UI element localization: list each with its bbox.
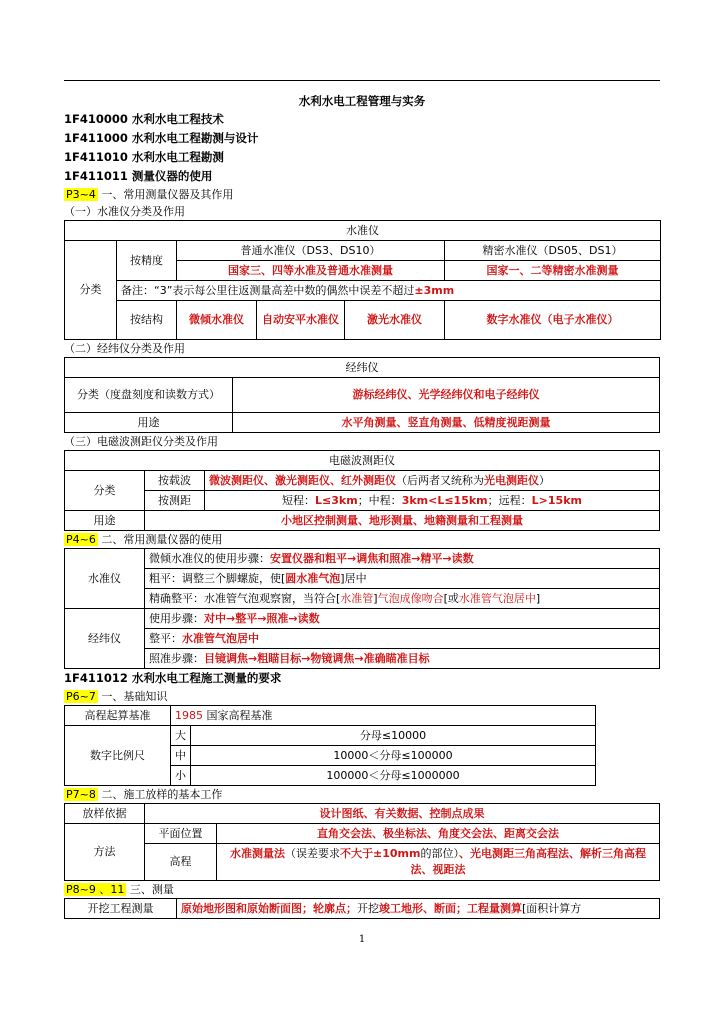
row-label: 用途 [65, 413, 233, 433]
table-cell: 设计图纸、有关数据、控制点成果 [145, 804, 660, 824]
document-title: 水利水电工程管理与实务 [298, 94, 426, 108]
row-label: 高程起算基准 [65, 706, 171, 726]
table-cell: 10000＜分母≤100000 [191, 746, 596, 766]
table-cell: 小地区控制测量、地形测量、地籍测量和工程测量 [145, 511, 660, 531]
row-label: 经纬仪 [65, 609, 145, 669]
table-cell: 精确整平：水准管气泡观察窗，当符合[水准管]气泡成像吻合[或水准管气泡居中] [145, 589, 660, 609]
table-cell: 中 [171, 746, 191, 766]
layout-table [64, 803, 660, 881]
heading-4: 1F411011 测量仪器的使用 [64, 169, 213, 183]
basics-table [64, 705, 596, 786]
table-cell: 短程：L≤3km；中程：3km<L≤15km；远程：L>15km [205, 491, 660, 511]
table-cell: 微倾水准仪 [177, 301, 257, 340]
page-ref: P7~8 [66, 788, 96, 801]
table-cell: 普通水准仪（DS3、DS10） [177, 241, 445, 261]
table-cell: 激光水准仪 [345, 301, 445, 340]
table-cell: 微波测距仪、激光测距仪、红外测距仪（后两者又统称为光电测距仪） [205, 471, 660, 491]
table-cell: 自动安平水准仪 [257, 301, 345, 340]
table-cell: 直角交会法、极坐标法、角度交会法、距离交会法 [217, 824, 660, 844]
page-ref: P6~7 [66, 690, 96, 703]
row-label: 开挖工程测量 [65, 899, 177, 919]
table-cell: 精密水准仪（DS05、DS1） [445, 241, 661, 261]
row-label: 平面位置 [145, 824, 217, 844]
table-header: 经纬仪 [65, 358, 660, 378]
row-label: 按结构 [117, 301, 177, 340]
section-1a-heading: （一）水准仪分类及作用 [64, 205, 185, 218]
page-ref: P8~9 、11 [66, 883, 125, 896]
section-1-heading: P3~4 一、常用测量仪器及其作用 [66, 188, 234, 201]
table-cell: 水准测量法（误差要求不大于±10mm的部位）、光电测距三角高程法、解析三角高程法、视距法 [217, 844, 660, 881]
section-2-heading: P4~6 二、常用测量仪器的使用 [66, 533, 223, 546]
section-4-heading: P7~8 二、施工放样的基本工作 [66, 788, 223, 801]
page-ref: P3~4 [66, 188, 96, 201]
heading-2: 1F411000 水利水电工程勘测与设计 [64, 131, 259, 145]
table-cell: 小 [171, 766, 191, 786]
survey-table [64, 898, 660, 919]
page-ref: P4~6 [66, 533, 96, 546]
section-5-heading: P8~9 、11 三、测量 [66, 883, 174, 896]
table-cell: 100000＜分母≤1000000 [191, 766, 596, 786]
table-cell: 原始地形图和原始断面图；轮廓点；开挖竣工地形、断面；工程量测算[面积计算方 [177, 899, 660, 919]
instrument-use-table [64, 548, 660, 669]
section-1c-heading: （三）电磁波测距仪分类及作用 [64, 435, 218, 448]
row-label: 高程 [145, 844, 217, 881]
document-page [64, 80, 660, 919]
table-cell: 大 [171, 726, 191, 746]
section-1b-heading: （二）经纬仪分类及作用 [64, 342, 185, 355]
heading-1: 1F410000 水利水电工程技术 [64, 112, 224, 126]
table-header: 水准仪 [65, 221, 661, 241]
table-note: 备注：“3”表示每公里往返测量高差中数的偶然中误差不超过±3mm [117, 281, 661, 301]
row-label: 按载波 [145, 471, 205, 491]
row-label: 数字比例尺 [65, 726, 171, 786]
table-cell: 使用步骤：对中→整平→照准→读数 [145, 609, 660, 629]
theodolite-table [64, 357, 660, 433]
table-cell: 数字水准仪（电子水准仪） [445, 301, 661, 340]
row-label: 分类（度盘刻度和读数方式） [65, 378, 233, 413]
heading-5: 1F411012 水利水电工程施工测量的要求 [64, 671, 282, 685]
row-label: 水准仪 [65, 549, 145, 609]
row-label: 分类 [65, 471, 145, 511]
table-cell: 国家一、二等精密水准测量 [445, 261, 661, 281]
row-label: 方法 [65, 824, 145, 881]
table-cell: 游标经纬仪、光学经纬仪和电子经纬仪 [233, 378, 660, 413]
row-label: 用途 [65, 511, 145, 531]
table-header: 电磁波测距仪 [65, 451, 660, 471]
heading-3: 1F411010 水利水电工程勘测 [64, 150, 224, 164]
table-cell: 整平：水准管气泡居中 [145, 629, 660, 649]
row-label: 放样依据 [65, 804, 145, 824]
table-cell: 微倾水准仪的使用步骤：安置仪器和粗平→调焦和照准→精平→读数 [145, 549, 660, 569]
table-cell: 粗平：调整三个脚螺旋，使[圆水准气泡]居中 [145, 569, 660, 589]
table-cell: 分母≤10000 [191, 726, 596, 746]
page-number: 1 [358, 934, 366, 945]
edm-table [64, 450, 660, 531]
table-cell: 国家三、四等水准及普通水准测量 [177, 261, 445, 281]
section-3-heading: P6~7 一、基础知识 [66, 690, 168, 703]
table-cell: 照准步骤：目镜调焦→粗瞄目标→物镜调焦→准确瞄准目标 [145, 649, 660, 669]
table-cell: 水平角测量、竖直角测量、低精度视距测量 [233, 413, 660, 433]
row-label: 分类 [65, 241, 117, 340]
level-table [64, 220, 661, 340]
table-cell: 1985 国家高程基准 [171, 706, 596, 726]
row-label: 按测距 [145, 491, 205, 511]
row-label: 按精度 [117, 241, 177, 281]
